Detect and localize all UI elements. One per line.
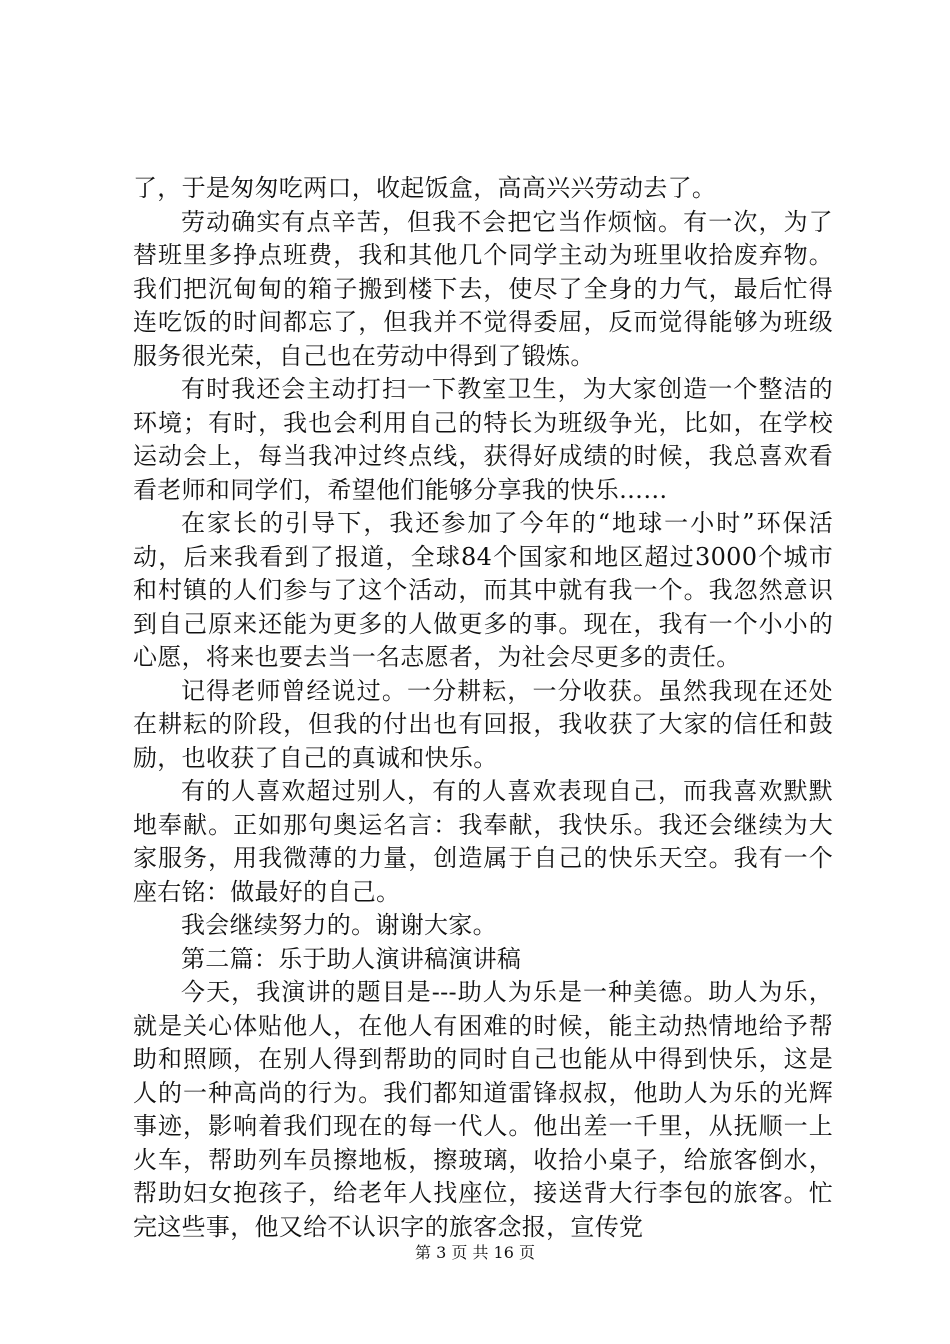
paragraph: 了，于是匆匆吃两口，收起饭盒，高高兴兴劳动去了。 [133, 174, 717, 202]
section-heading: 第二篇：乐于助人演讲稿演讲稿 [181, 944, 522, 973]
page-number-footer: 第 3 页 共 16 页 [415, 1243, 535, 1262]
document-body [133, 172, 833, 1244]
paragraph: 我会继续努力的。谢谢大家。 [181, 911, 497, 939]
paragraph: 有时我还会主动打扫一下教室卫生，为大家创造一个整洁的环境；有时，我也会利用自己的特长为班级争光，比如，在学校运动会上，每当我冲过终点线，获得好成绩的时候，我总喜欢看看老师和同学们，希望他们能够分享我的快乐…… [133, 375, 833, 504]
paragraph: 记得老师曾经说过。一分耕耘，一分收获。虽然我现在还处在耕耘的阶段，但我的付出也有回报，我收获了大家的信任和鼓励，也收获了自己的真诚和快乐。 [133, 676, 833, 772]
paragraph: 在家长的引导下，我还参加了今年的“地球一小时”环保活动，后来我看到了报道，全球84个国家和地区超过3000个城市和村镇的人们参与了这个活动，而其中就有我一个。我忽然意识到自己原来还能为更多的人做更多的事。现在，我有一个小小的心愿，将来也要去当一名志愿者，为社会尽更多的责任。 [133, 509, 833, 671]
paragraph: 今天，我演讲的题目是---助人为乐是一种美德。助人为乐，就是关心体贴他人，在他人有困难的时候，能主动热情地给予帮助和照顾，在别人得到帮助的同时自己也能从中得到快乐，这是人的一种高尚的行为。我们都知道雷锋叔叔，他助人为乐的光辉事迹，影响着我们现在的每一代人。他出差一千里，从抚顺一上火车，帮助列车员擦地板，擦玻璃，收拾小桌子，给旅客倒水，帮助妇女抱孩子，给老年人找座位，接送背大行李包的旅客。忙完这些事，他又给不认识字的旅客念报，宣传党 [133, 978, 833, 1241]
paragraph: 劳动确实有点辛苦，但我不会把它当作烦恼。有一次，为了替班里多挣点班费，我和其他几个同学主动为班里收拾废弃物。我们把沉甸甸的箱子搬到楼下去，使尽了全身的力气，最后忙得连吃饭的时间都忘了，但我并不觉得委屈，反而觉得能够为班级服务很光荣，自己也在劳动中得到了锻炼。 [133, 207, 833, 370]
paragraph: 有的人喜欢超过别人，有的人喜欢表现自己，而我喜欢默默地奉献。正如那句奥运名言：我奉献，我快乐。我还会继续为大家服务，用我微薄的力量，创造属于自己的快乐天空。我有一个座右铭：做最好的自己。 [133, 777, 833, 906]
